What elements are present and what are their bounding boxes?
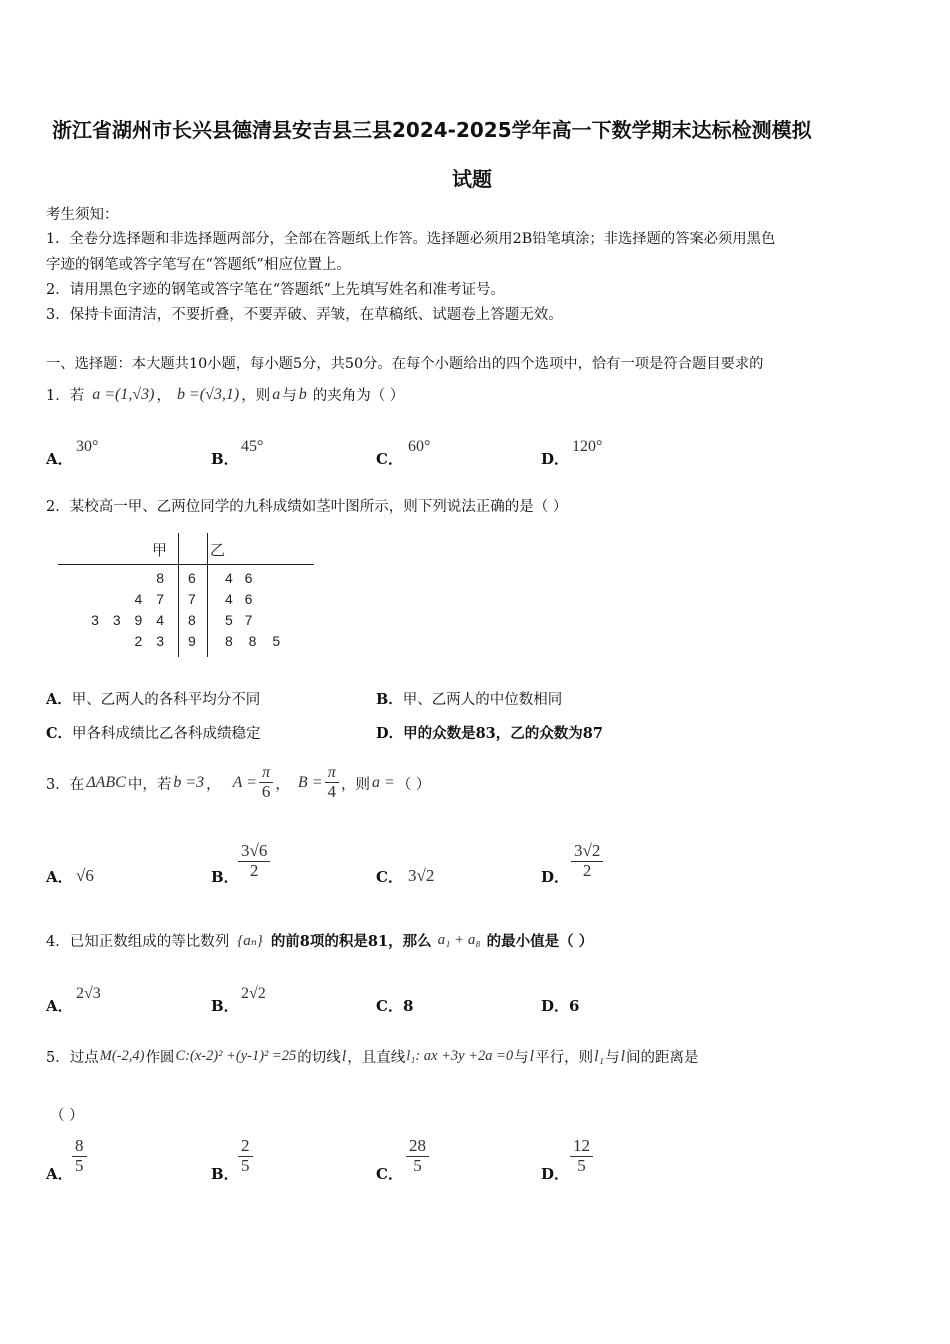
q1-option-c-value: 60° [408,438,431,455]
q3-option-d-numerator: 3√2 [571,842,603,862]
stem-leaf-left-leaves: 4 7 [134,591,164,607]
q2-option-a-text: 甲、乙两人的各科平均分不同 [71,692,261,708]
q3-option-d-label: D． [541,868,570,886]
q2-option-c [46,722,261,743]
q1-and: 与 [282,388,297,404]
q4-option-d-label: D． [541,997,570,1015]
q3-option-d-denominator: 2 [582,860,592,880]
stem-leaf-divider-left [178,533,179,657]
q5-option-d-numerator: 12 [570,1137,593,1157]
stem-leaf-stem: 7 [188,591,196,607]
stem-leaf-divider-right [207,533,208,657]
q3-tail: ，则 [341,776,370,793]
stem-leaf-left-header: 甲 [152,542,168,559]
q3-sep-2: ， [275,776,290,793]
stem-leaf-stem: 9 [188,633,196,649]
q3-options [46,838,896,898]
q2-option-b-text: 甲、乙两人的中位数相同 [402,692,563,708]
q5-with: 与 [605,1050,620,1066]
q1-a: a [272,385,281,403]
q3-B-equation: B = [297,774,323,791]
q2-option-c-text: 甲各科成绩比乙各科成绩稳定 [72,726,261,742]
q4-option-c-label: C． [376,997,403,1015]
stem-leaf-right-leaves: 8 8 5 [225,633,281,649]
q5-option-a-denominator: 5 [75,1155,84,1175]
stem-leaf-left-leaves: 3 3 9 4 [91,612,164,628]
q5-line-pre: ，且直线 [347,1050,406,1066]
q3-mid: 中，若 [127,776,172,793]
page-title-line2: 试题 [452,167,492,191]
q2-option-d [376,722,603,743]
q1-option-d-value: 120° [572,438,603,455]
q5-point: M(-2,4) [99,1048,145,1064]
q1-option-a-value: 30° [76,438,99,455]
q5-circle: C:(x-2)² +(y-1)² =25 [175,1048,297,1064]
q2-option-b-label: B． [376,691,403,708]
q1-vector-a: a =(1,√3) [92,385,155,403]
q5-parallel: 与 [514,1050,529,1066]
q5-par-tail: 平行，则 [535,1050,594,1066]
q3-option-a-value: √6 [76,866,94,885]
q5-option-a-numerator: 8 [72,1137,87,1157]
notice-item-1: 1．全卷分选择题和非选择题两部分，全部在答题纸上作答。选择题必须用2B铅笔填涂；非选择题的答案必须用黑色 [46,231,776,247]
q3-option-a-label: A． [46,868,73,886]
q5-option-b-label: B． [211,1165,239,1183]
q1-option-b-value: 45° [241,438,264,455]
q3-b-equation: b =3 [173,774,205,791]
q5-option-c-denominator: 5 [413,1155,422,1175]
q3-a-equation: a = [372,774,395,791]
q1-number: 1．若 [46,388,85,404]
q4-option-a-label: A． [46,997,73,1015]
q1-options [46,438,896,468]
q4-options [46,985,896,1015]
q3-A-fraction [259,764,274,801]
stem-leaf-left-leaves: 2 3 [134,633,164,649]
q5-option-d-denominator: 5 [577,1155,586,1175]
section-heading: 一、选择题：本大题共10小题，每小题5分，共50分。在每个小题给出的四个选项中，恰有一项是符合题目要求的 [46,356,764,372]
question-5 [46,1046,699,1067]
q3-option-b-label: B． [211,868,239,886]
q3-A-numerator: π [259,764,273,783]
notice-item-1-cont: 字迹的钢笔或答字笔写在“答题纸”相应位置上。 [46,257,351,273]
question-4 [46,930,593,951]
stem-leaf-right-leaves: 5 7 [225,612,253,628]
stem-leaf-stem: 6 [188,570,196,586]
q5-number: 5．过点 [46,1050,99,1066]
q1-tail: 的夹角为（ ） [312,388,405,404]
q5-line: l₁: ax +3y +2a =0 [406,1048,514,1064]
q5-option-d-fraction [570,1137,593,1175]
q5-option-a-fraction [72,1137,87,1175]
q3-number: 3．在 [46,776,85,793]
q3-sep: ， [206,776,221,793]
notice-heading: 考生须知： [46,207,119,223]
q3-triangle: ΔABC [86,774,126,791]
stem-leaf-right-leaves: 4 6 [225,570,253,586]
q4-option-c-value: 8 [402,997,414,1015]
q4-sequence: {aₙ} [237,933,263,949]
q5-option-c-fraction [406,1137,429,1175]
q1-then: ，则 [241,388,271,404]
q3-A-denominator: 6 [261,781,271,801]
q5-l3: l [620,1047,626,1065]
q4-tail: 的最小值是（ ） [486,933,594,950]
q3-A-equation: A = [232,774,257,791]
question-3 [46,758,430,808]
q5-option-b-fraction [238,1137,253,1175]
q5-option-c-label: C． [376,1165,403,1183]
q1-option-a-label: A． [46,450,73,468]
q5-options [46,1135,896,1195]
stem-leaf-stem: 8 [188,612,196,628]
stem-leaf-plot [58,533,318,663]
q2-option-a-label: A． [46,691,72,708]
q3-option-b-fraction [238,842,270,880]
stem-leaf-right-header: 乙 [210,542,226,559]
q5-l1: l₁ [594,1047,605,1065]
q5-option-d-label: D． [541,1165,570,1183]
q4-expression: a₁ + a₈ [437,932,481,948]
question-1 [46,384,404,405]
q4-option-b-value: 2√2 [241,985,266,1002]
q5-l: l [341,1047,347,1065]
stem-leaf-left-leaves: 8 [156,570,164,586]
q2-option-a [46,688,260,709]
q2-option-d-text: 甲的众数是83，乙的众数为87 [403,725,603,742]
q1-comma: ， [156,388,171,404]
q5-option-c-numerator: 28 [406,1137,429,1157]
q4-number: 4．已知正数组成的等比数列 [46,934,230,950]
q1-b: b [298,385,307,403]
notice-item-2: 2．请用黑色字迹的钢笔或答字笔在“答题纸”上先填写姓名和准考证号。 [46,282,506,298]
q4-mid: 的前8项的积是81，那么 [270,933,432,950]
q2-option-b [376,688,562,709]
q3-option-b-numerator: 3√6 [238,842,270,862]
q5-option-a-label: A． [46,1165,73,1183]
q1-option-c-label: C． [376,450,403,468]
q3-option-b-denominator: 2 [249,860,259,880]
q2-option-d-label: D． [376,725,404,742]
q1-option-d-label: D． [541,450,570,468]
q4-option-d-value: 6 [569,997,580,1015]
q4-option-b-label: B． [211,997,239,1015]
q5-paren: （ ） [50,1108,84,1124]
question-2: 2．某校高一甲、乙两位同学的九科成绩如茎叶图所示，则下列说法正确的是（ ） [46,499,568,515]
q1-vector-b: b =(√3,1) [176,385,240,403]
q4-option-a-value: 2√3 [76,985,101,1002]
q5-tangent: 的切线 [297,1050,341,1066]
page-title: 浙江省湖州市长兴县德清县安吉县三县2024-2025学年高一下数学期末达标检测模拟 [52,118,812,142]
stem-leaf-horizontal-line [58,564,314,565]
q5-option-b-numerator: 2 [238,1137,253,1157]
q3-B-numerator: π [325,764,339,783]
q3-option-d-fraction [571,842,603,880]
q1-option-b-label: B． [211,450,239,468]
stem-leaf-right-leaves: 4 6 [225,591,253,607]
notice-item-3: 3．保持卡面清洁，不要折叠，不要弄破、弄皱，在草稿纸、试题卷上答题无效。 [46,307,563,323]
q3-option-c-value: 3√2 [408,866,435,885]
q2-option-c-label: C． [46,725,73,742]
q3-option-c-label: C． [376,868,403,886]
q5-l2: l [529,1047,535,1065]
q3-B-denominator: 4 [327,781,336,801]
q5-tail: 间的距离是 [626,1050,699,1066]
q3-paren: （ ） [396,776,431,793]
q3-B-fraction [325,764,340,801]
q5-option-b-denominator: 5 [241,1155,250,1175]
q5-circle-pre: 作圆 [145,1050,175,1066]
